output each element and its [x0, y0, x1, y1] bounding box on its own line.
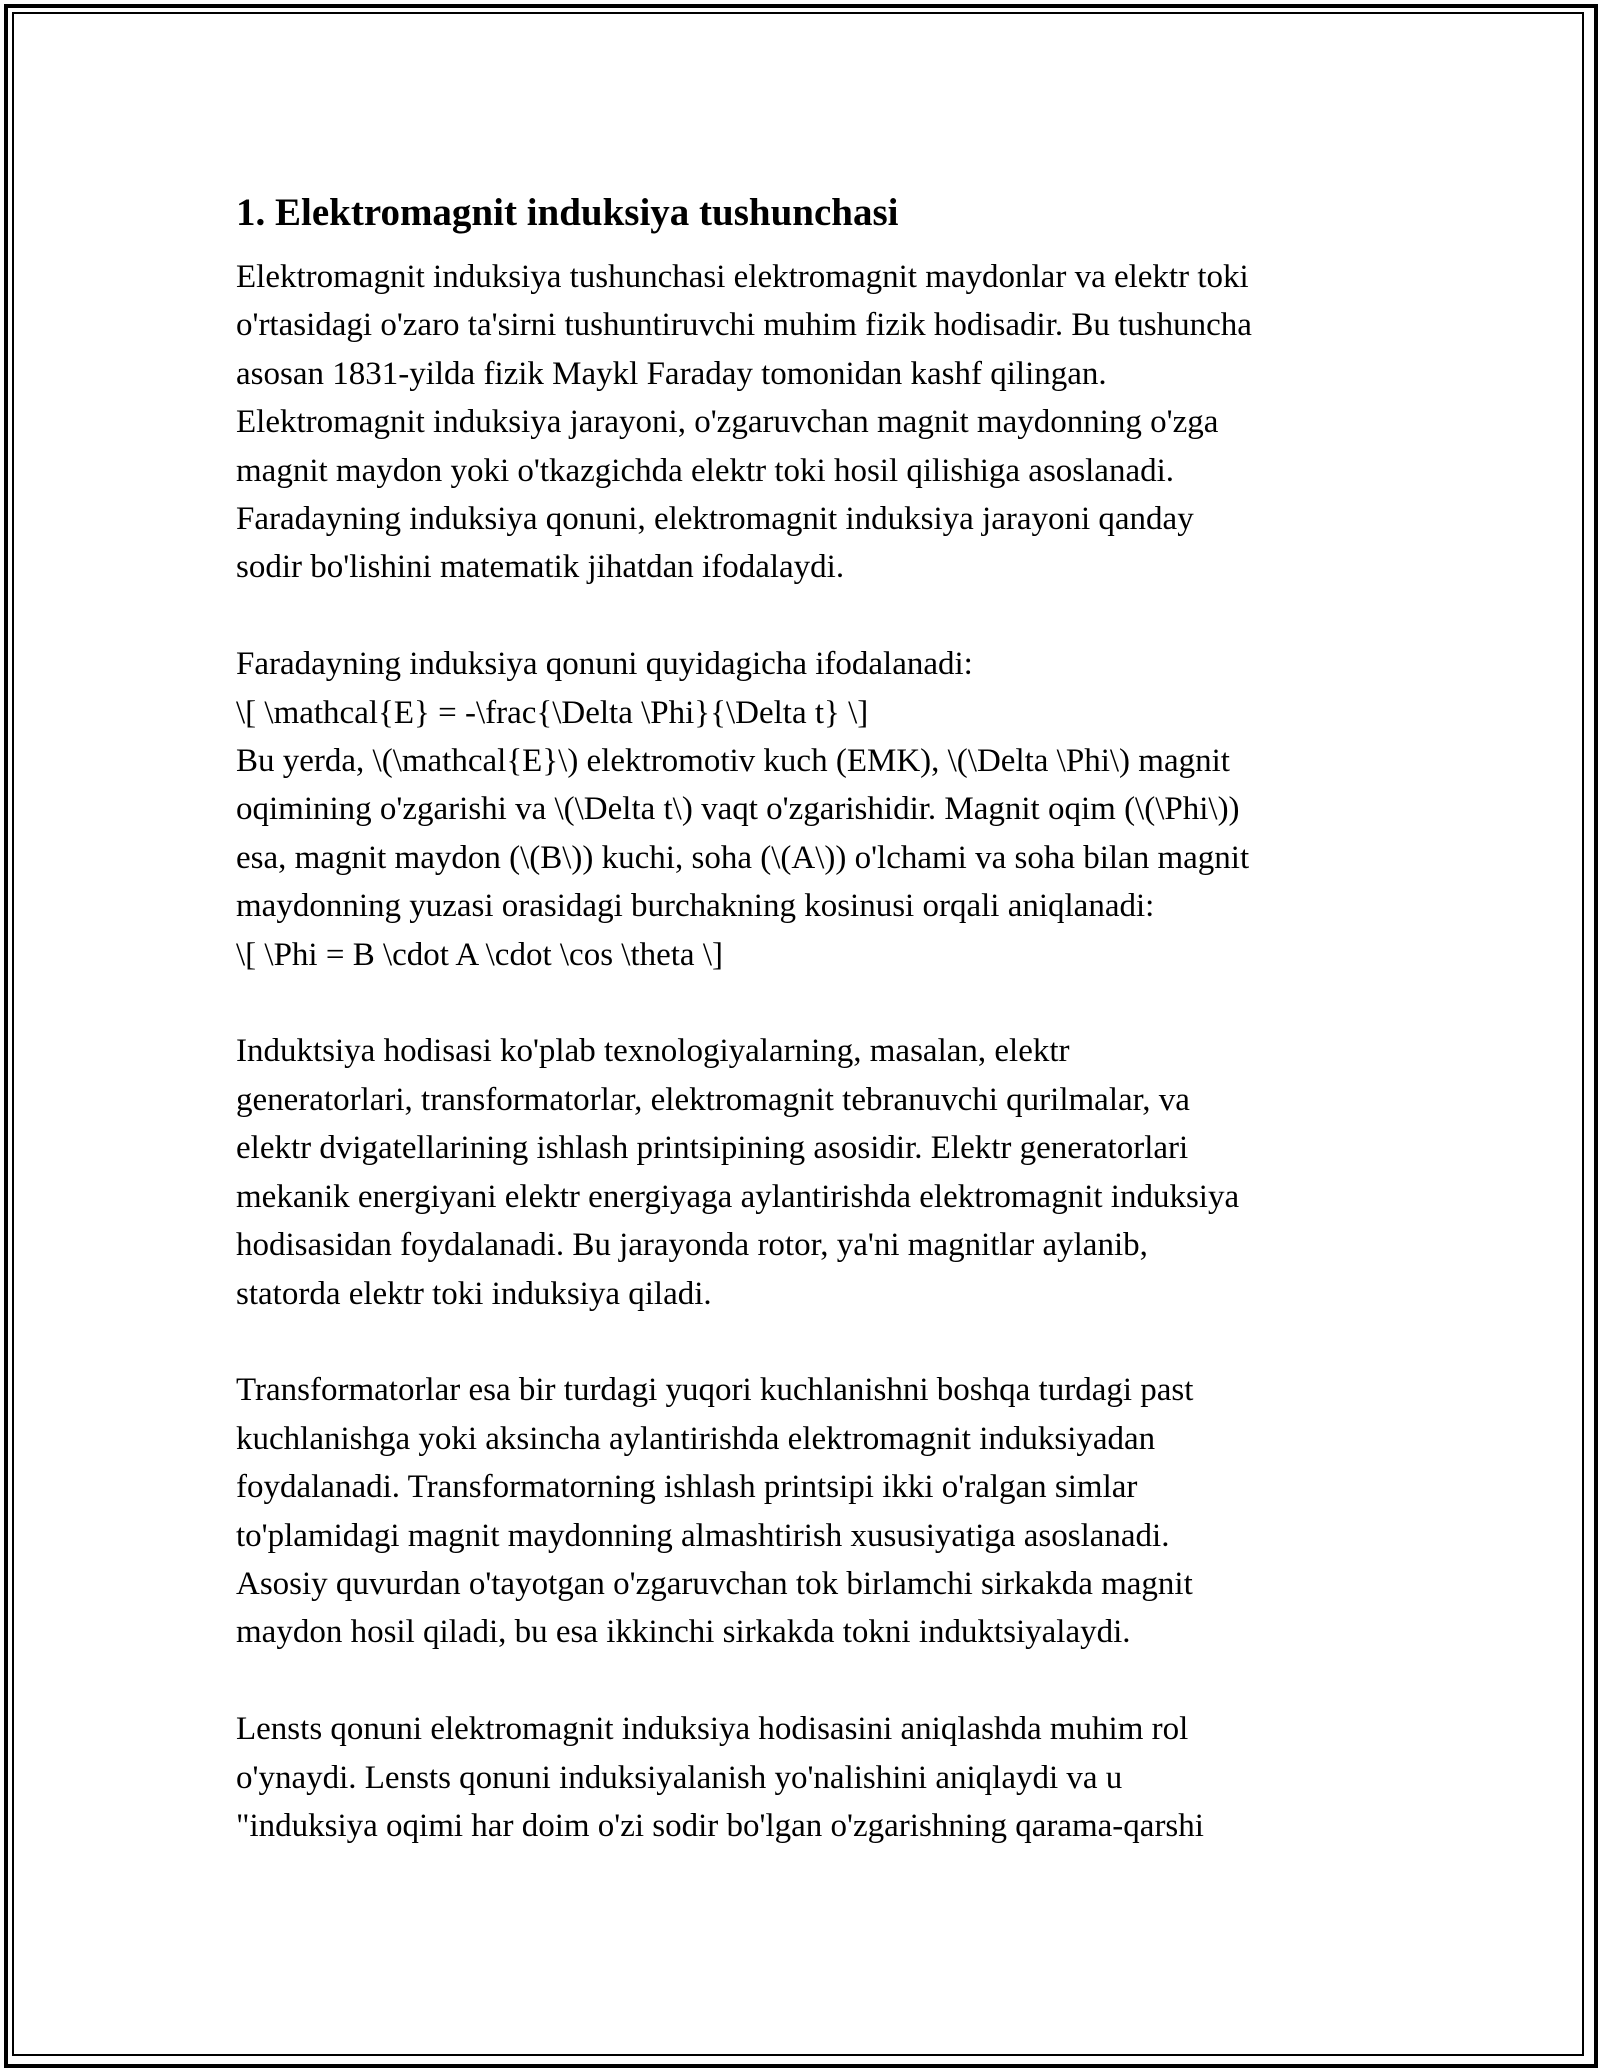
- paragraph-lenz-law: Lensts qonuni elektromagnit induksiya hodisasini aniqlashda muhim rol o'ynaydi. Lensts qonuni induksiyalanish yo'nalishini aniqlaydi va u "induksiya oqimi har doim o'zi sodir bo'lgan o'zgarishning qarama-qarshi: [236, 1711, 1204, 1844]
- paragraph-faraday-law: Faradayning induksiya qonuni quyidagicha ifodalanadi: \[ \mathcal{E} = -\frac{\Delta \Phi}{\Delta t} \] Bu yerda, \(\mathcal{E}\) elektromotiv kuch (EMK), \(\Delta \Phi\) magnit oqimining o'zgarishi va \(\Delta t\) vaqt o'zgarishidir. Magnit oqim (\(\Phi\)) esa, magnit maydon (\(B\)) kuchi, soha (\(A\)) o'lchami va soha bilan magnit maydonning yuzasi orasidagi burchakning kosinusi orqali aniqlanadi: \[ \Phi = B \cdot A \cdot \cos \theta \]: [236, 646, 1250, 973]
- paragraph-applications: Induktsiya hodisasi ko'plab texnologiyalarning, masalan, elektr generatorlari, transformatorlar, elektromagnit tebranuvchi qurilmalar, va elektr dvigatellarining ishlash printsipining asosidir. Elektr generatorlari mekanik energiyani elektr energiyaga aylantirishda elektromagnit induksiya hodisasidan foydalanadi. Bu jarayonda rotor, ya'ni magnitlar aylanib, statorda elektr toki induksiya qiladi.: [236, 1033, 1240, 1312]
- document-body: [236, 185, 1386, 1899]
- paragraph-intro: Elektromagnit induksiya tushunchasi elektromagnit maydonlar va elektr toki o'rtasidagi o'zaro ta'sirni tushuntiruvchi muhim fizik hodisadir. Bu tushuncha asosan 1831-yilda fizik Maykl Faraday tomonidan kashf qilingan. Elektromagnit induksiya jarayoni, o'zgaruvchan magnit maydonning o'zga magnit maydon yoki o'tkazgichda elektr toki hosil qilishiga asoslanadi. Faradayning induksiya qonuni, elektromagnit induksiya jarayoni qanday sodir bo'lishini matematik jihatdan ifodalaydi.: [236, 259, 1252, 586]
- paragraph-transformers: Transformatorlar esa bir turdagi yuqori kuchlanishni boshqa turdagi past kuchlanishga yoki aksincha aylantirishda elektromagnit induksiyadan foydalanadi. Transformatorning ishlash printsipi ikki o'ralgan simlar to'plamidagi magnit maydonning almashtirish xususiyatiga asoslanadi. Asosiy quvurdan o'tayotgan o'zgaruvchan tok birlamchi sirkakda magnit maydon hosil qiladi, bu esa ikkinchi sirkakda tokni induktsiyalaydi.: [236, 1372, 1194, 1651]
- section-heading: 1. Elektromagnit induksiya tushunchasi: [236, 191, 899, 234]
